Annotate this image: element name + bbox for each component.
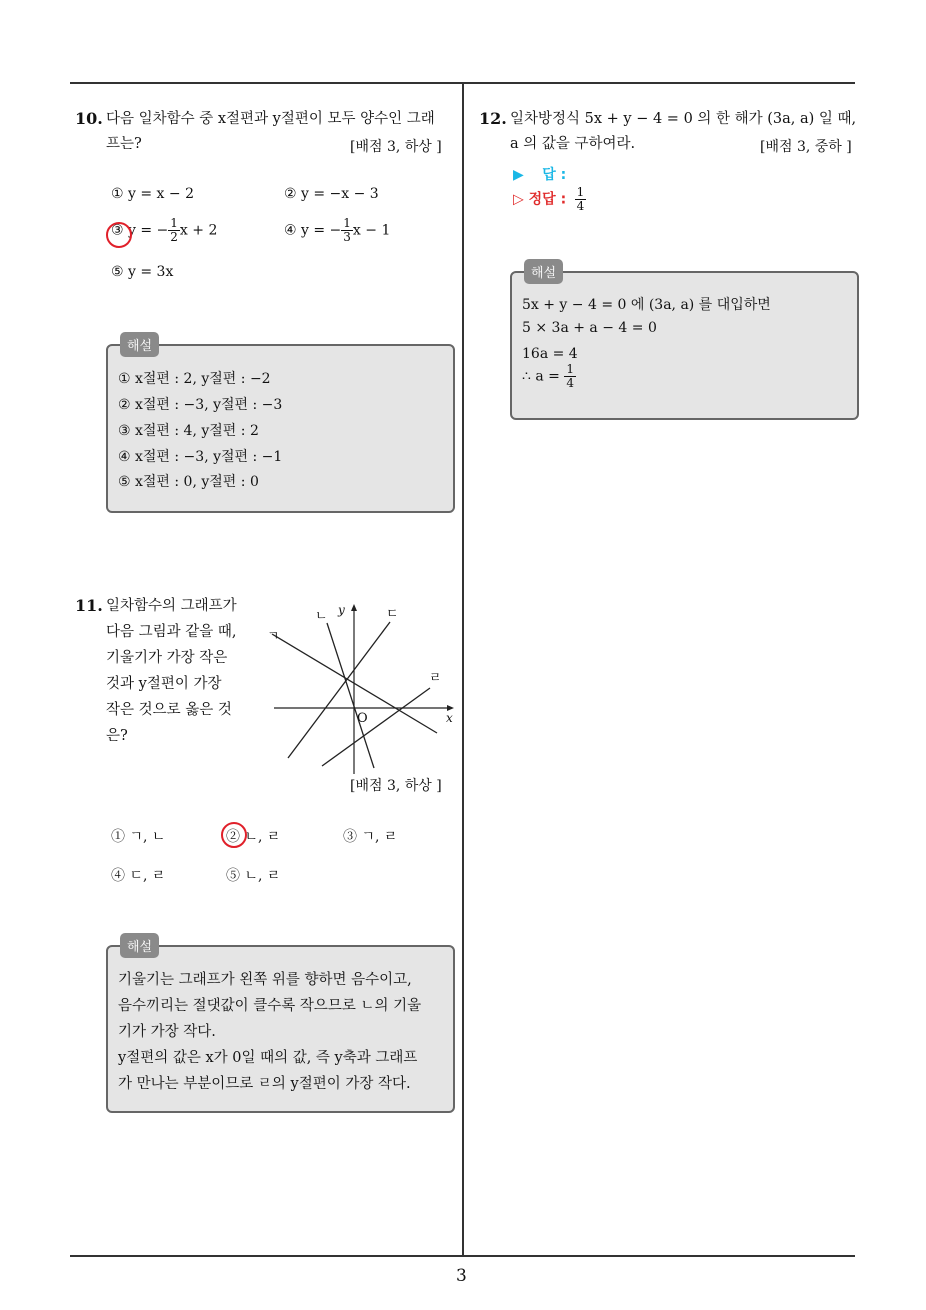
q11-explain-line-5: 가 만나는 부분이므로 ㄹ의 y절편이 가장 작다. xyxy=(118,1076,411,1092)
q11-number: 11. xyxy=(75,596,103,615)
q10-option-5[interactable]: ⑤ y = 3x xyxy=(111,264,174,280)
q12-number: 12. xyxy=(479,109,507,128)
page-number: 3 xyxy=(456,1266,467,1286)
q10-meta: [배점 3, 하상 ] xyxy=(350,139,442,155)
q11-text-1: 일차함수의 그래프가 xyxy=(106,598,237,614)
q12-answer-row xyxy=(513,164,566,184)
q10-explanation-tag: 해설 xyxy=(120,332,159,357)
q12-text-line2: a 의 값을 구하여라. xyxy=(510,136,636,152)
q11-graph xyxy=(262,598,462,778)
q12-text-line1: 일차방정식 5x + y − 4 = 0 의 한 해가 (3a, a) 일 때, xyxy=(510,111,857,127)
line-r xyxy=(322,688,430,766)
q10-explain-line-2: ② x절편 : −3, y절편 : −3 xyxy=(118,397,283,413)
q11-explain-line-4: y절편의 값은 x가 0일 때의 값, 즉 y축과 그래프 xyxy=(118,1050,418,1066)
q12-explain-line-2: 5 × 3a + a − 4 = 0 xyxy=(522,320,657,336)
q11-option-1[interactable]: ① ㄱ, ㄴ xyxy=(111,829,166,845)
q10-option-1[interactable]: ① y = x − 2 xyxy=(111,186,194,202)
q10-explain-line-4: ④ x절편 : −3, y절편 : −1 xyxy=(118,449,283,465)
q10-answer-mark xyxy=(106,222,132,248)
y-axis-arrow xyxy=(351,604,357,611)
q10-option-3-post: x + 2 xyxy=(179,222,218,239)
column-divider xyxy=(462,82,464,1257)
q11-explanation-tag: 해설 xyxy=(120,933,159,958)
q10-text-line1: 다음 일차함수 중 x절편과 y절편이 모두 양수인 그래 xyxy=(106,111,435,127)
q12-correct-fraction: $\frac{1}{4}$ xyxy=(576,185,585,213)
q10-option-4[interactable] xyxy=(284,217,390,244)
q10-number: 10. xyxy=(75,109,103,128)
q10-explain-line-3: ③ x절편 : 4, y절편 : 2 xyxy=(118,423,259,439)
q11-explain-line-2: 음수끼리는 절댓값이 클수록 작으므로 ㄴ의 기울 xyxy=(118,998,422,1014)
label-x: x xyxy=(446,711,453,725)
q11-option-5[interactable]: ⑤ ㄴ, ㄹ xyxy=(226,868,281,884)
q11-text-2: 다음 그림과 같을 때, xyxy=(106,624,237,640)
label-r: ㄹ xyxy=(429,671,442,686)
q10-option-4-post: x − 1 xyxy=(352,222,391,239)
q11-text-3: 기울기가 가장 작은 xyxy=(106,650,228,666)
q11-text-6: 은? xyxy=(106,728,128,744)
label-origin: O xyxy=(357,711,368,726)
q12-explain-line-3: 16a = 4 xyxy=(522,346,578,362)
label-d: ㄷ xyxy=(386,607,399,622)
q11-option-4[interactable]: ④ ㄷ, ㄹ xyxy=(111,868,166,884)
q10-text-line2: 프는? xyxy=(106,136,142,152)
q12-answer-label: 답 : xyxy=(542,167,567,183)
label-y: y xyxy=(338,603,345,617)
q11-text-5: 작은 것으로 옳은 것 xyxy=(106,702,232,718)
q12-explain-line-1: 5x + y − 4 = 0 에 (3a, a) 를 대입하면 xyxy=(522,297,771,313)
label-g: ㄱ xyxy=(267,629,280,644)
answer-arrow-icon: ▶ xyxy=(513,167,524,183)
q12-explain-line-4 xyxy=(522,363,576,390)
q10-explain-line-1: ① x절편 : 2, y절편 : −2 xyxy=(118,371,271,387)
q11-explain-line-3: 기가 가장 작다. xyxy=(118,1024,216,1040)
label-n: ㄴ xyxy=(315,609,328,624)
q11-meta: [배점 3, 하상 ] xyxy=(350,778,442,794)
q12-explain-therefore: ∴ a = xyxy=(522,368,560,385)
q12-explanation-tag: 해설 xyxy=(524,259,563,284)
q11-explain-line-1: 기울기는 그래프가 왼쪽 위를 향하면 음수이고, xyxy=(118,972,412,988)
q12-meta: [배점 3, 중하 ] xyxy=(760,139,852,155)
q11-option-3[interactable]: ③ ㄱ, ㄹ xyxy=(343,829,398,845)
q10-option-3-pre: ③ y = − xyxy=(111,222,169,239)
q10-option-2[interactable]: ② y = −x − 3 xyxy=(284,186,379,202)
q12-explain-fraction: $\frac{1}{4}$ xyxy=(566,362,574,390)
line-d xyxy=(288,622,390,758)
q10-explain-line-5: ⑤ x절편 : 0, y절편 : 0 xyxy=(118,474,259,490)
line-n xyxy=(327,623,374,768)
q11-answer-mark xyxy=(221,822,247,848)
q12-correct-row xyxy=(513,186,586,213)
q12-correct-label: ▷ 정답 : xyxy=(513,191,567,208)
q11-text-4: 것과 y절편이 가장 xyxy=(106,676,222,692)
q11-option-2[interactable]: ② ㄴ, ㄹ xyxy=(226,829,281,845)
q10-option-3-fraction: $\frac{1}{2}$ xyxy=(170,216,178,244)
q10-option-4-pre: ④ y = − xyxy=(284,222,342,239)
q10-option-4-fraction: $\frac{1}{3}$ xyxy=(343,216,351,244)
